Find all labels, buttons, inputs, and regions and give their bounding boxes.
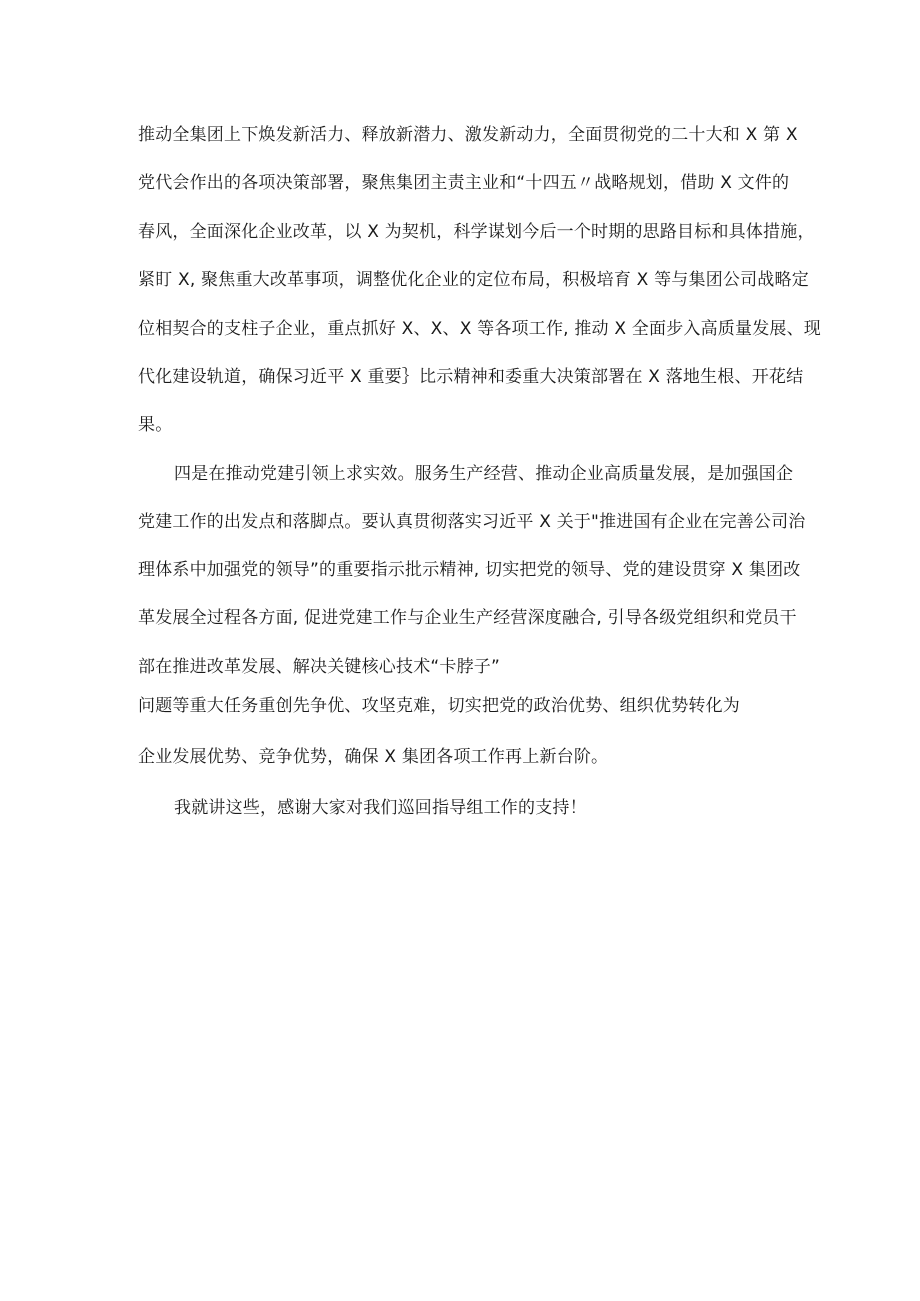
- paragraph-2-line-6: 问题等重大任务重创先争优、攻坚克难，切实把党的政治优势、组织优势转化为: [138, 696, 740, 716]
- paragraph-2-line-5: 部在推进改革发展、解决关键核心技术“卡脖子”: [138, 657, 501, 677]
- paragraph-1-line-4: 紧盯 X, 聚焦重大改革事项，调整优化企业的定位布局，积极培育 X 等与集团公司战略定: [138, 270, 809, 290]
- paragraph-2-line-2: 党建工作的出发点和落脚点。要认真贯彻落实习近平 X 关于"推进国有企业在完善公司治: [138, 512, 806, 532]
- paragraph-2-line-3: 理体系中加强党的领导”的重要指示批示精神, 切实把党的领导、党的建设贯穿 X 集团改: [138, 560, 801, 580]
- paragraph-2-line-7: 企业发展优势、竞争优势，确保 X 集团各项工作再上新台阶。: [138, 747, 609, 767]
- paragraph-1-line-6: 代化建设轨道，确保习近平 X 重要｝比示精神和委重大决策部署在 X 落地生根、开花结: [138, 367, 804, 387]
- paragraph-2-line-4: 革发展全过程各方面, 促进党建工作与企业生产经营深度融合, 引导各级党组织和党员干: [138, 608, 797, 628]
- paragraph-1-line-5: 位相契合的支柱子企业，重点抓好 X、X、X 等各项工作, 推动 X 全面步入高质量发展、现: [138, 319, 822, 339]
- paragraph-1-line-2: 党代会作出的各项决策部署，聚焦集团主责主业和“十四五〃战略规划，借助 X 文件的: [138, 173, 790, 193]
- paragraph-1-line-7: 果。: [138, 415, 173, 435]
- paragraph-1-line-1: 推动全集团上下焕发新活力、释放新潜力、激发新动力，全面贯彻党的二十大和 X 第 X: [138, 125, 798, 145]
- paragraph-3-line-1: 我就讲这些，感谢大家对我们巡回指导组工作的支持！: [174, 798, 587, 818]
- paragraph-2-line-1: 四是在推动党建引领上求实效。服务生产经营、推动企业高质量发展，是加强国企: [174, 464, 794, 484]
- paragraph-1-line-3: 春风，全面深化企业改革，以 X 为契机，科学谋划今后一个时期的思路目标和具体措施，: [138, 222, 815, 242]
